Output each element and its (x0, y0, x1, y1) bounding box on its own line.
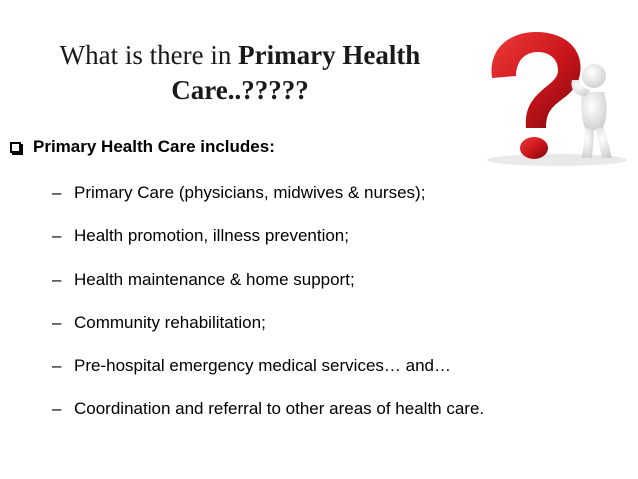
list-item-text: Pre-hospital emergency medical services… and… (74, 356, 451, 376)
list-item (52, 313, 484, 356)
title-line-1 (40, 38, 440, 73)
figure-head (582, 64, 606, 88)
list-item (52, 270, 484, 313)
list-item-text: Primary Care (physicians, midwives & nurses); (74, 183, 426, 202)
list-item-text: Health maintenance & home support; (74, 269, 355, 289)
question-mark-dot (520, 137, 548, 159)
title-regular-text: What is there in (59, 40, 239, 70)
list-item (52, 226, 484, 269)
section-heading (4, 137, 275, 157)
dash-bullet: – (52, 312, 62, 332)
list-item (52, 183, 484, 226)
question-mark-hook (492, 32, 581, 128)
square-bullet-icon (10, 142, 21, 153)
slide-title (40, 38, 440, 108)
dash-bullet: – (52, 269, 62, 289)
list-item-text: Community rehabilitation; (74, 312, 266, 332)
dash-bullet: – (52, 399, 62, 419)
title-bold-text-1: Primary Health (238, 40, 421, 70)
list-item (52, 356, 484, 399)
list-item-text: Coordination and referral to other areas of health care. (74, 399, 485, 419)
dash-bullet: – (52, 226, 62, 246)
figure-body (581, 92, 607, 130)
list-item (52, 399, 484, 442)
bullet-list (52, 183, 484, 443)
list-item-text: Health promotion, illness prevention; (74, 226, 349, 246)
heading-text: Primary Health Care includes: (33, 137, 275, 156)
dash-bullet: – (52, 183, 62, 202)
dash-bullet: – (52, 356, 62, 376)
figure-leg-right (596, 128, 612, 158)
title-bold-text-2: Care..????? (171, 75, 309, 105)
question-mark-figure-icon (462, 18, 630, 168)
figure-leg-left (582, 128, 594, 158)
